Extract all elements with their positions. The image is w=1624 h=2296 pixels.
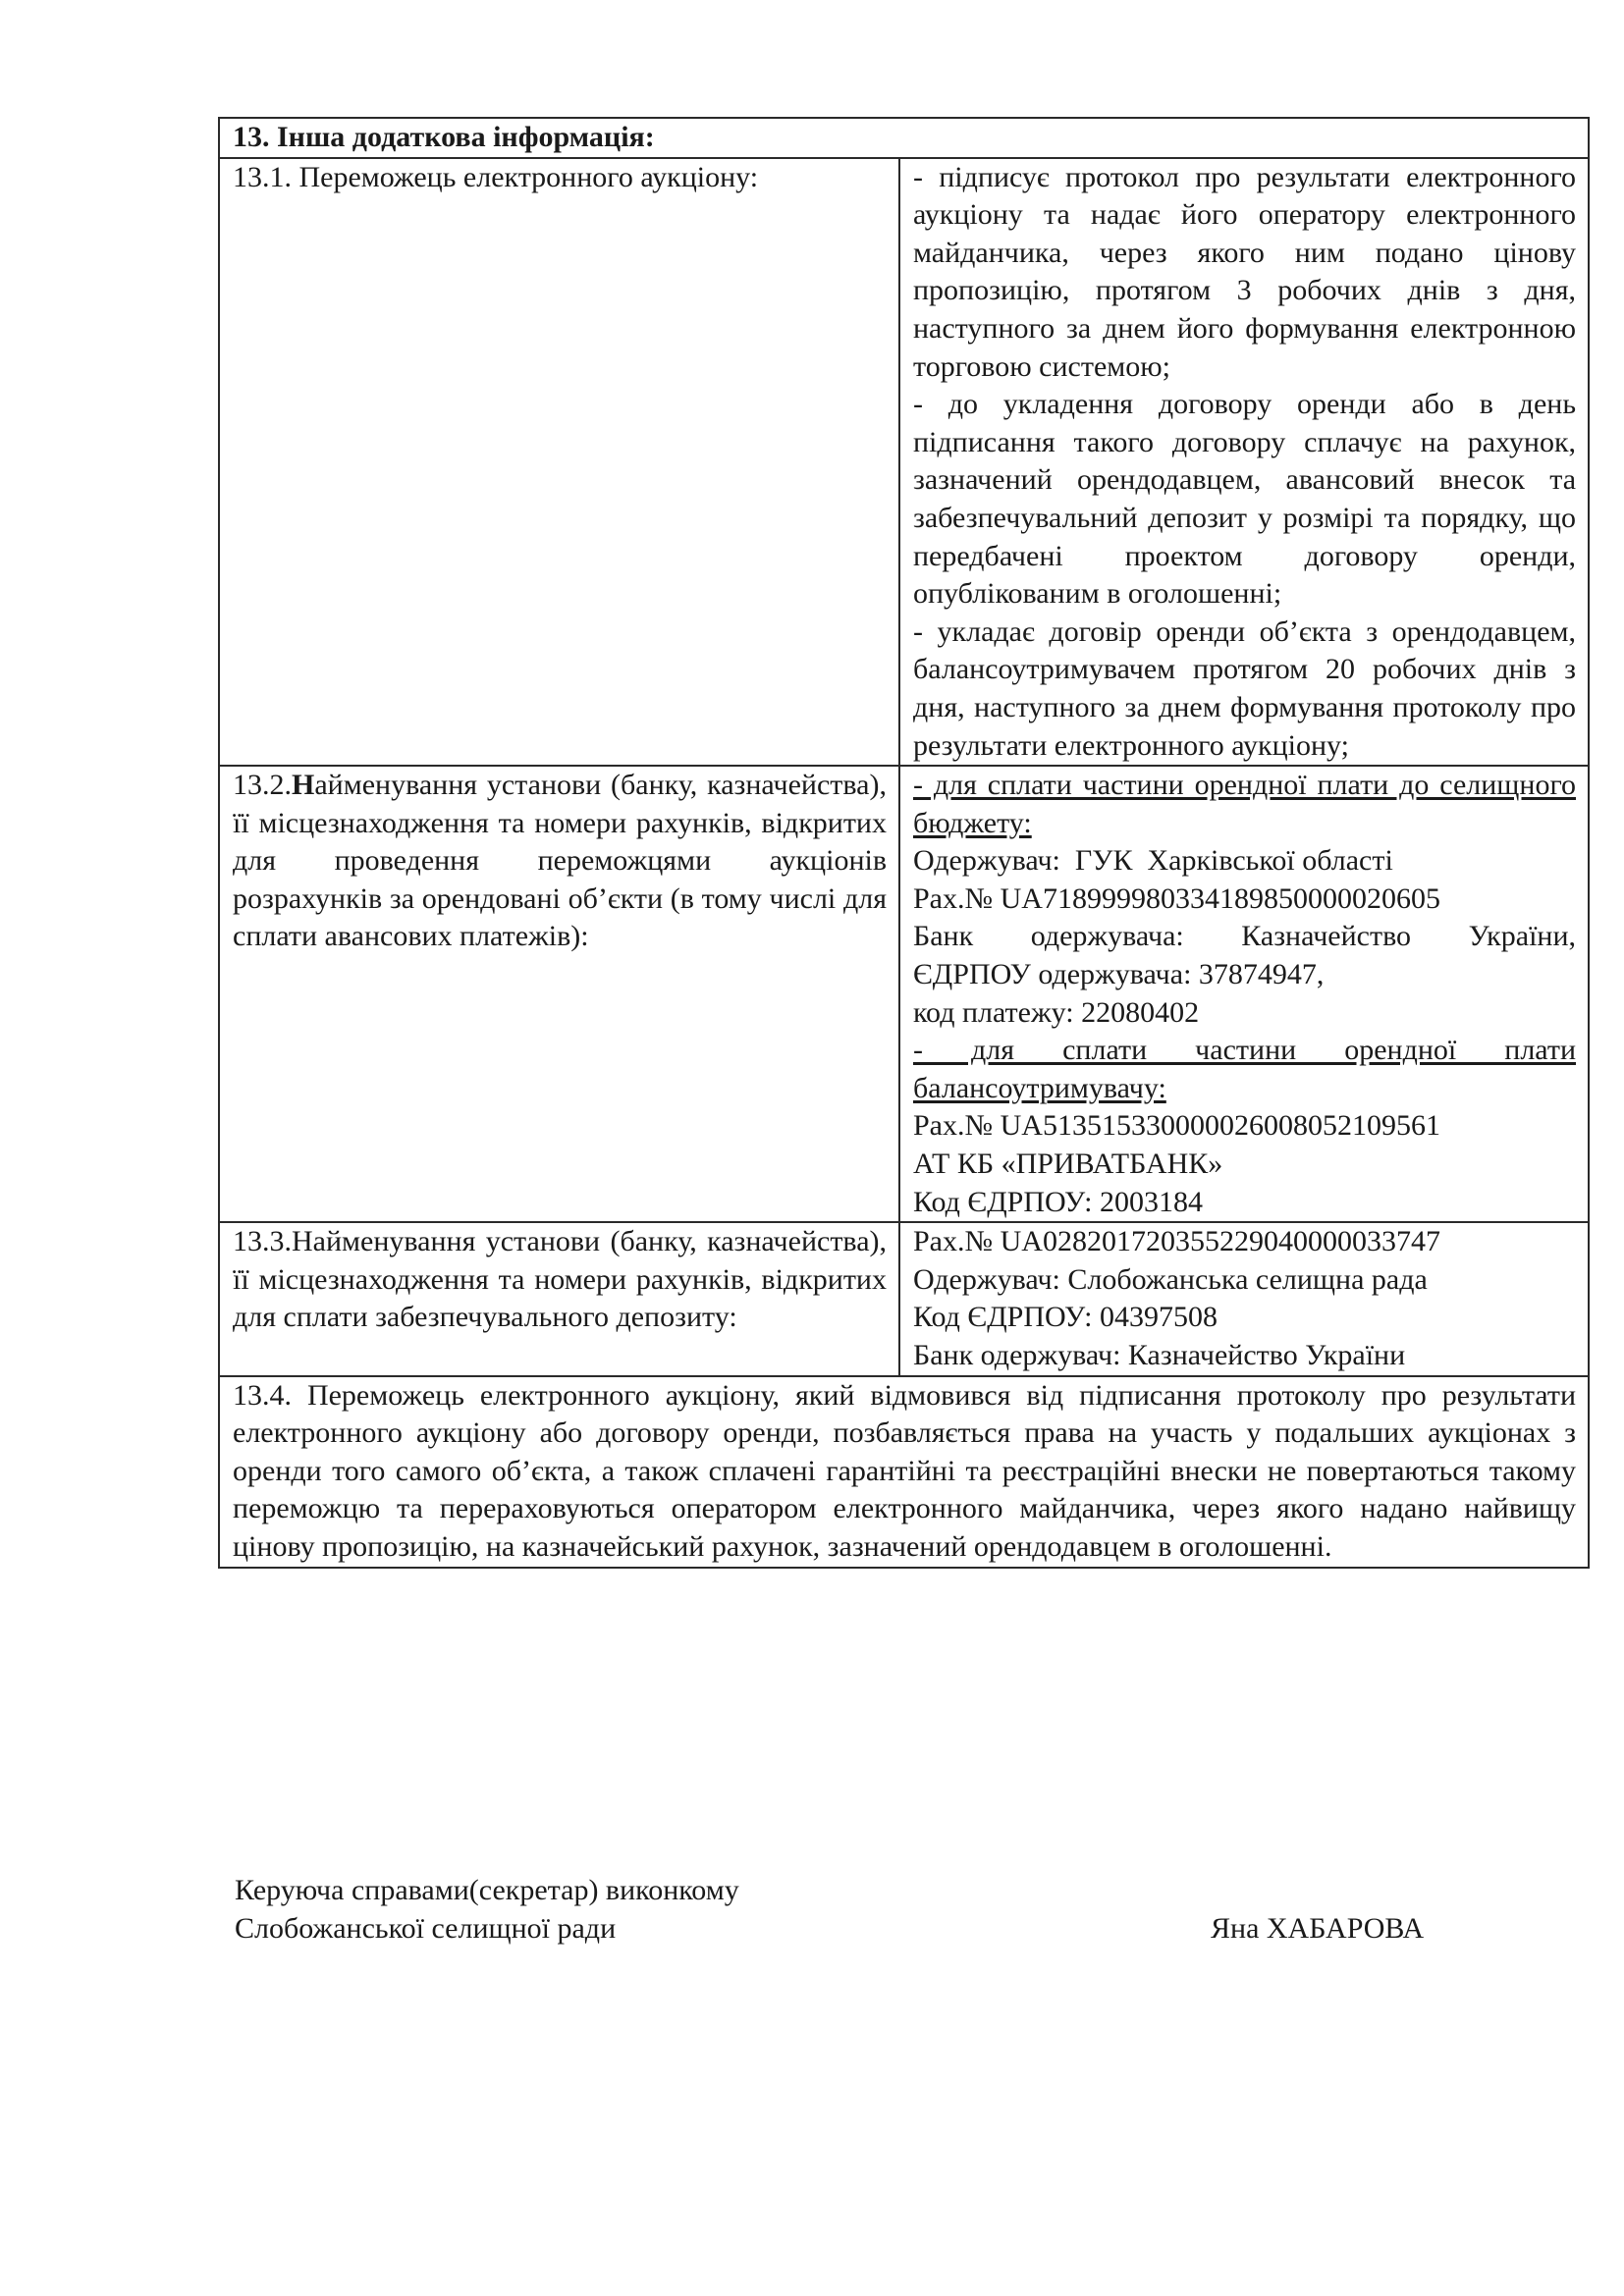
budget-payment-code: код платежу: 22080402 [913, 995, 1200, 1029]
section-title: 13. Інша додаткова інформація: [219, 118, 1589, 158]
budget-edrpou: ЄДРПОУ одержувача: 37874947, [913, 958, 1325, 991]
signature-name: Яна ХАБАРОВА [1211, 1912, 1425, 1945]
row-13-3 [219, 1222, 1589, 1375]
signature-position-line-1: Керуюча справами(секретар) виконкому [235, 1874, 739, 1906]
deposit-recipient: Одержувач: Слобожанська селищна рада [913, 1262, 1428, 1296]
row-13-1-item-1: - підписує протокол про результати електронного аукціону та надає його оператору електронного майданчика, через якого ним подано цінову пропозицію, протягом 3 робочих днів з дня, наступного за днем його формування електронною торговою системою; [913, 160, 1577, 383]
row-13-2-label-text: айменування установи (банку, казначейства), її місцезнаходження та номери рахунків, відкритих для проведення переможцями аукціонів розрахунків за орендовані об’єкти (в тому числі для сплати авансових платежів): [233, 769, 887, 953]
holder-payment-heading: - для сплати частини орендної плати балансоутримувачу: [913, 1034, 1577, 1104]
row-13-1 [219, 158, 1589, 767]
row-13-1-content [899, 158, 1589, 767]
row-13-4-text: 13.4. Переможець електронного аукціону, який відмовився від підписання протоколу про результати електронного аукціону або договору оренди, позбавляється права на участь у подальших аукціонах з оренди того самого об’єкта, а також сплачені гарантійні та реєстраційні внески не повертаються такому переможцю та перераховуються оператором електронного майданчика, через якого надано найвищу цінову пропозицію, на казначейський рахунок, зазначений орендодавцем в оголошенні. [219, 1376, 1589, 1568]
budget-recipient: Одержувач: ГУК Харківської області [913, 844, 1393, 878]
holder-bank: АТ КБ «ПРИВАТБАНК» [913, 1148, 1223, 1181]
budget-account: Рах.№ UA718999980334189850000020605 [913, 881, 1440, 915]
row-13-2-label-bold: Н [292, 769, 315, 802]
deposit-bank: Банк одержувач: Казначейство України [913, 1339, 1406, 1371]
holder-edrpou: Код ЄДРПОУ: 2003184 [913, 1185, 1203, 1218]
row-13-2-content [899, 766, 1589, 1222]
row-13-1-item-2: - до укладення договору оренди або в день підписання такого договору сплачує на рахунок, зазначений орендодавцем, авансовий внесок та забезпечувальний депозит у розмірі та порядку, що передбачені проектом договору оренди, опублікованим в оголошенні; [913, 388, 1577, 611]
row-13-2-label-num: 13.2. [233, 769, 292, 802]
deposit-edrpou: Код ЄДРПОУ: 04397508 [913, 1301, 1218, 1334]
section-heading-row [219, 118, 1589, 158]
row-13-2 [219, 766, 1589, 1222]
budget-bank: Банк одержувача: Казначейство України, [913, 920, 1577, 953]
info-table [218, 117, 1590, 1569]
deposit-account: Рах.№ UA028201720355229040000033747 [913, 1225, 1440, 1258]
row-13-4 [219, 1376, 1589, 1568]
row-13-3-label: 13.3.Найменування установи (банку, казначейства), її місцезнаходження та номери рахунків, відкритих для сплати забезпечувального депозиту: [219, 1222, 899, 1375]
row-13-1-label: 13.1. Переможець електронного аукціону: [219, 158, 899, 767]
holder-account: Рах.№ UA513515330000026008052109561 [913, 1109, 1440, 1143]
row-13-1-item-3: - укладає договір оренди об’єкта з орендодавцем, балансоутримувачем протягом 20 робочих днів з дня, наступного за днем формування протоколу про результати електронного аукціону; [913, 614, 1577, 762]
signature-position-line-2: Слобожанської селищної ради [235, 1912, 617, 1945]
row-13-3-content [899, 1222, 1589, 1375]
budget-payment-heading: - для сплати частини орендної плати до селищного бюджету: [913, 769, 1577, 839]
row-13-2-label [219, 766, 899, 1222]
